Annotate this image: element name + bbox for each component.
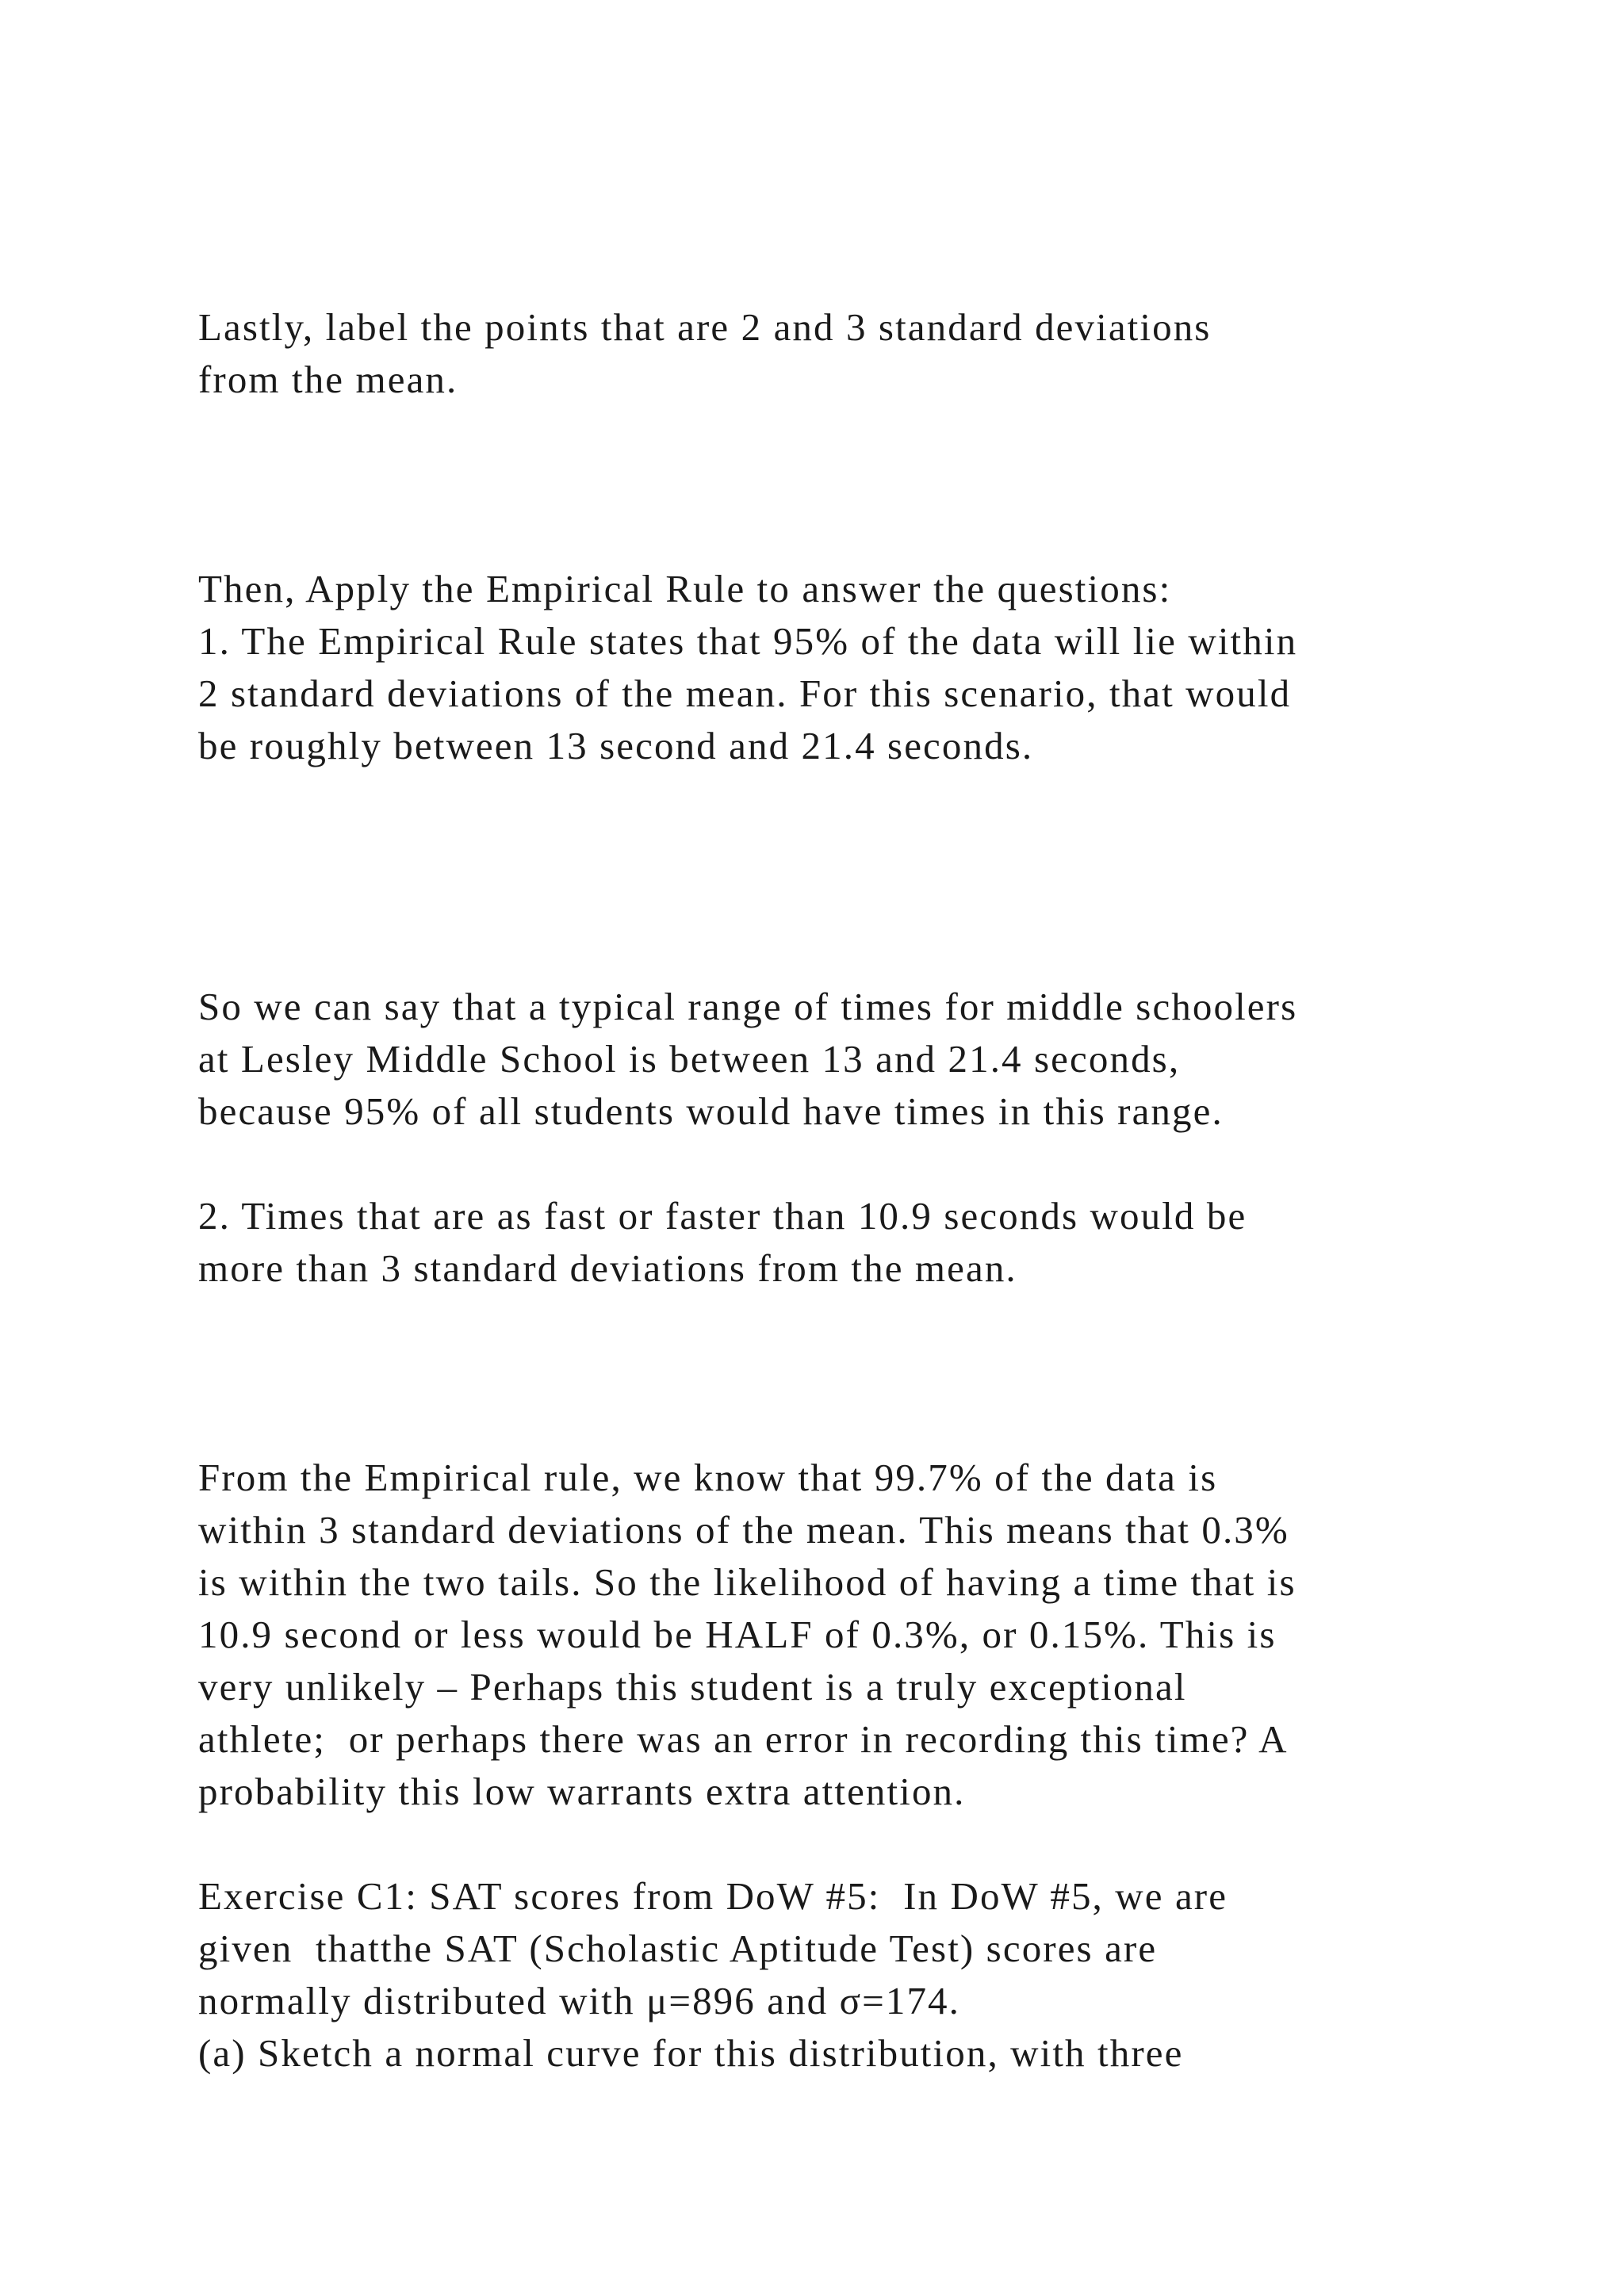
- text-line: (a) Sketch a normal curve for this distribution, with three: [198, 2031, 1184, 2075]
- text-line: Exercise C1: SAT scores from DoW #5: In DoW #5, we are: [198, 1874, 1228, 1918]
- text-line: 2. Times that are as fast or faster than 10.9 seconds would be: [198, 1194, 1247, 1238]
- text-line: because 95% of all students would have times in this range.: [198, 1089, 1224, 1133]
- text-line: from the mean.: [198, 358, 458, 401]
- text-line: is within the two tails. So the likelihood of having a time that is: [198, 1560, 1297, 1604]
- text-line: normally distributed with μ=896 and σ=174.: [198, 1979, 961, 2022]
- text-line: 2 standard deviations of the mean. For this scenario, that would: [198, 672, 1292, 715]
- text-line: within 3 standard deviations of the mean. This means that 0.3%: [198, 1508, 1289, 1552]
- text-line: given thatthe SAT (Scholastic Aptitude Test) scores are: [198, 1927, 1158, 1970]
- text-line: more than 3 standard deviations from the mean.: [198, 1246, 1017, 1290]
- text-line: Lastly, label the points that are 2 and 3 standard deviations: [198, 305, 1212, 349]
- text-line: athlete; or perhaps there was an error in recording this time? A: [198, 1717, 1289, 1761]
- text-line: at Lesley Middle School is between 13 and 21.4 seconds,: [198, 1037, 1181, 1081]
- text-line: be roughly between 13 second and 21.4 seconds.: [198, 724, 1034, 767]
- text-line: From the Empirical rule, we know that 99.7% of the data is: [198, 1456, 1218, 1499]
- text-line: So we can say that a typical range of times for middle schoolers: [198, 985, 1298, 1028]
- text-line: very unlikely – Perhaps this student is a truly exceptional: [198, 1665, 1187, 1709]
- text-line: Then, Apply the Empirical Rule to answer the questions:: [198, 567, 1172, 610]
- text-line: 1. The Empirical Rule states that 95% of the data will lie within: [198, 619, 1298, 663]
- text-line: probability this low warrants extra attention.: [198, 1770, 966, 1813]
- text-line: 10.9 second or less would be HALF of 0.3%, or 0.15%. This is: [198, 1613, 1277, 1656]
